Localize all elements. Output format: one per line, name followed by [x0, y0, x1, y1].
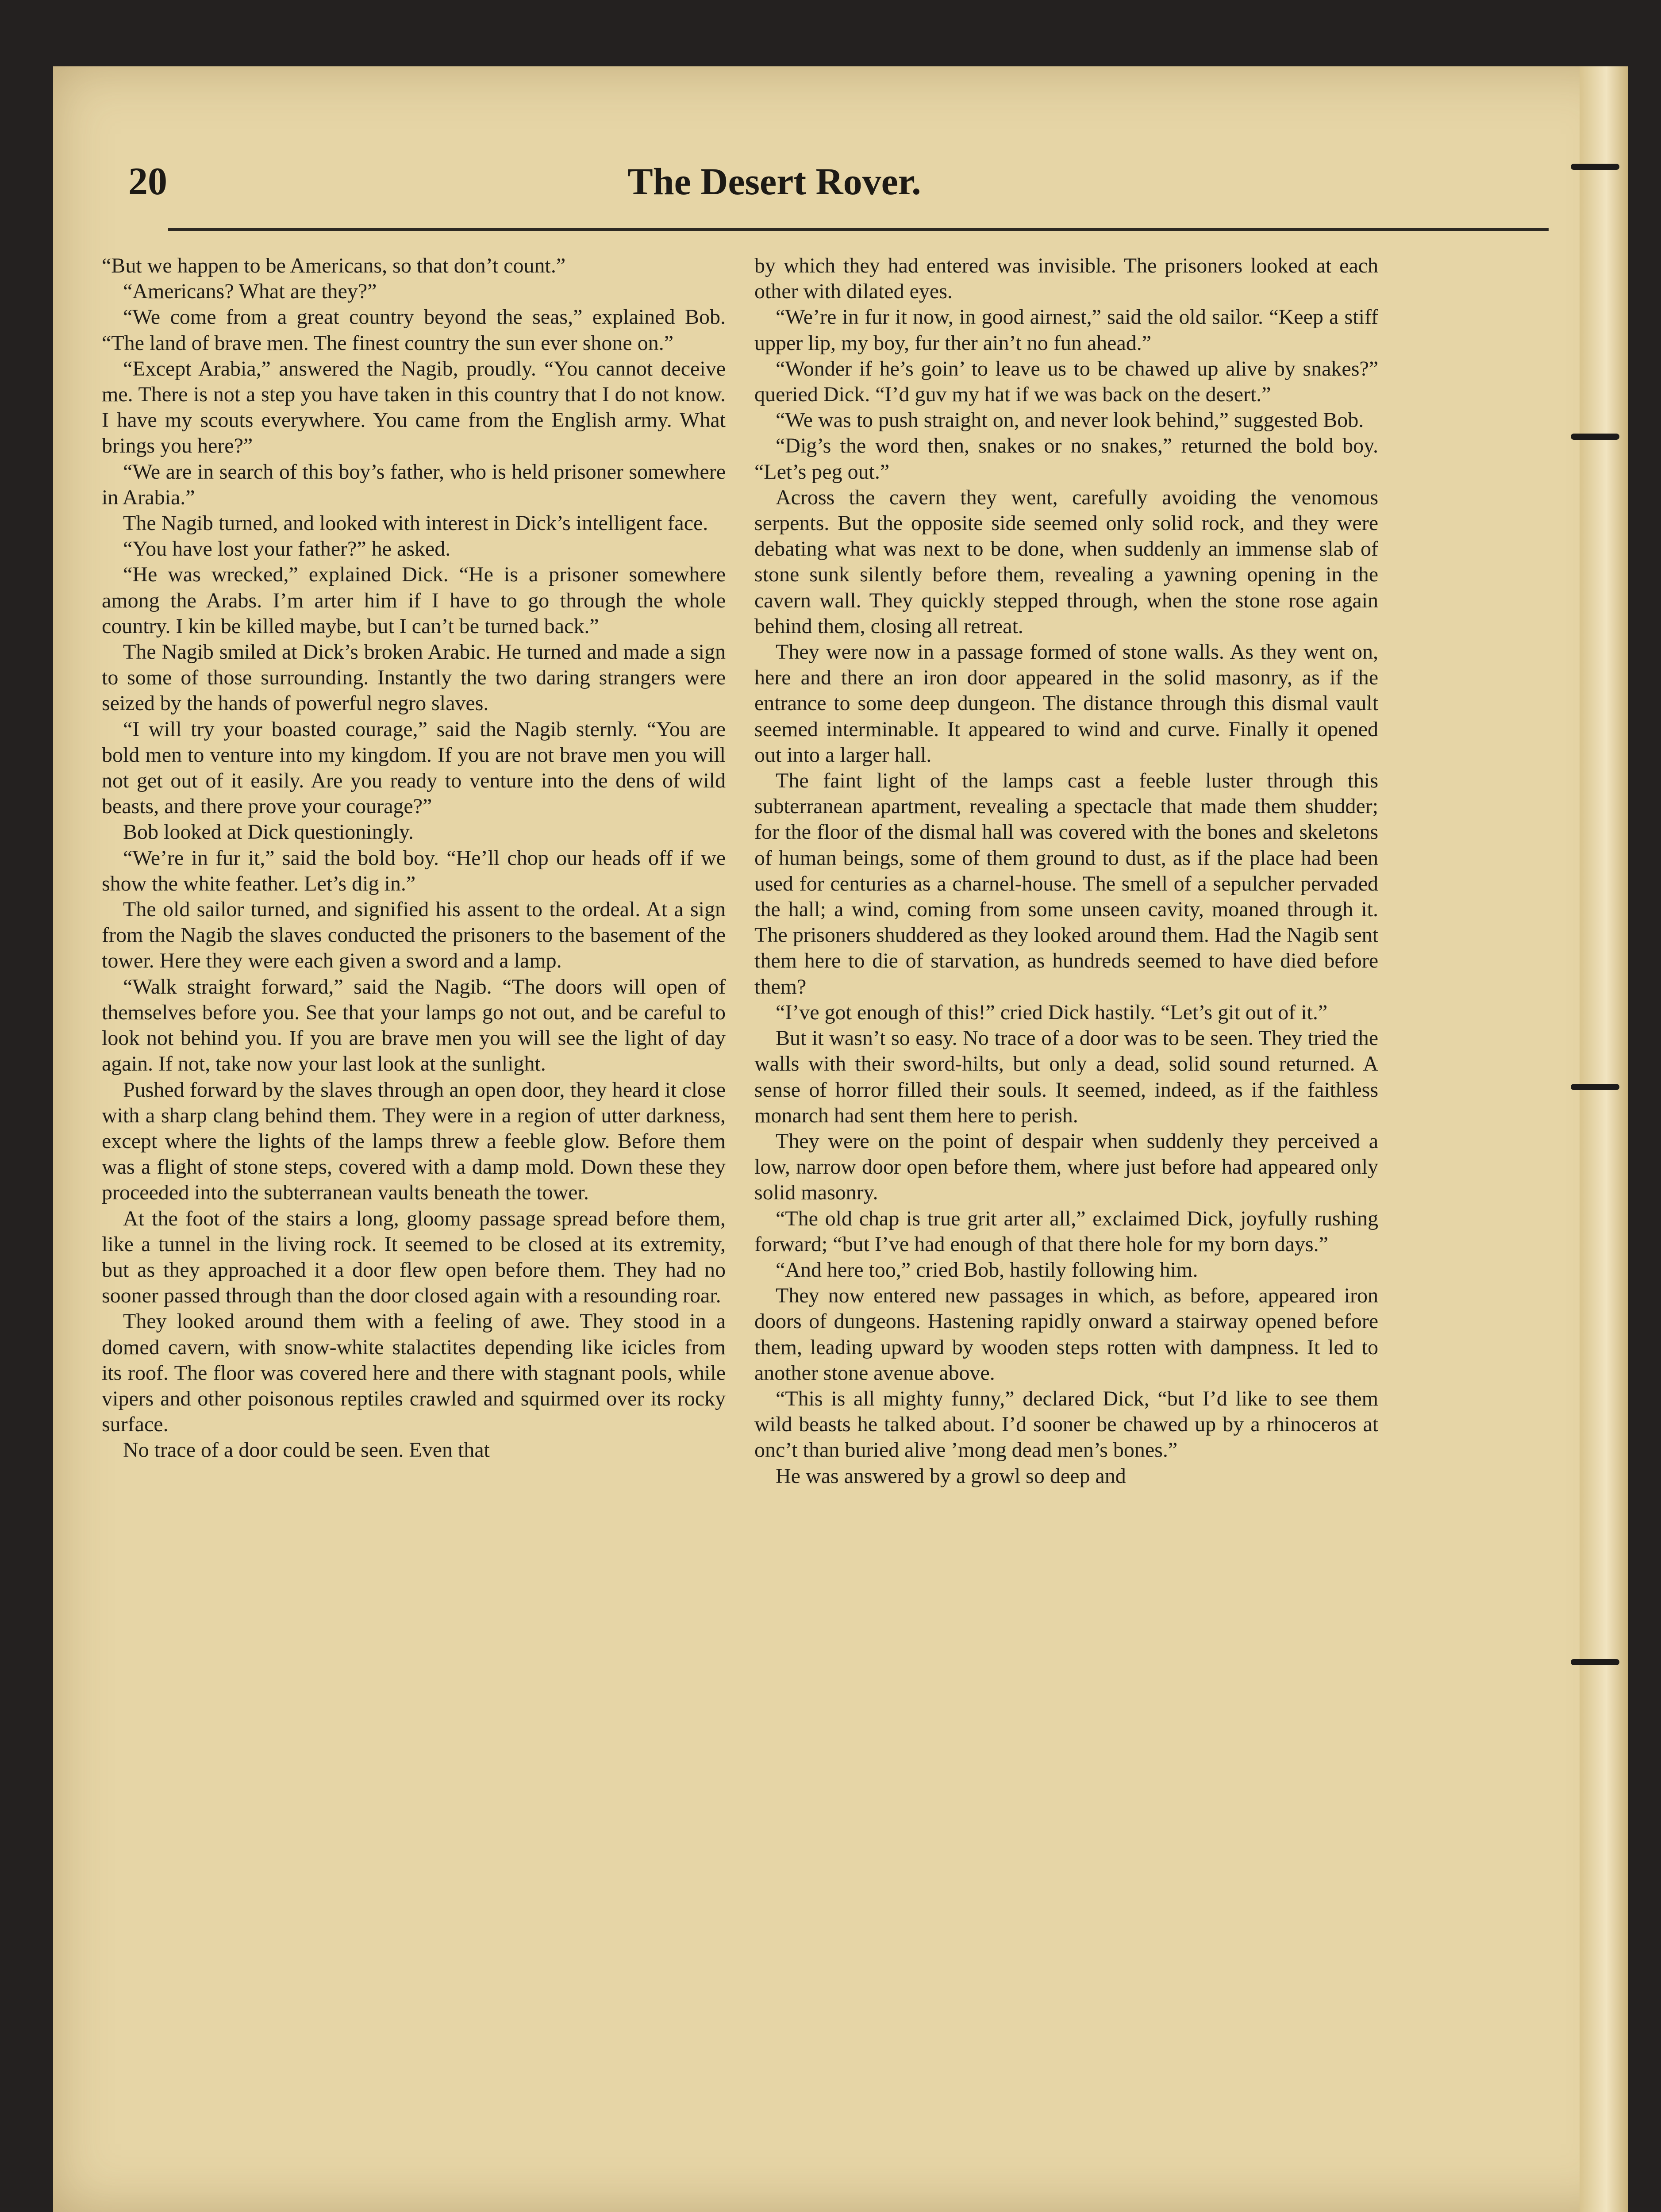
paragraph: The faint light of the lamps cast a feeble luster through this subterranean apartment, revealing a spectacle that made them shudder; for the floor of the dismal hall was covered with the bones and skeletons of human beings, some of them ground to dust, as if the place had been used for centuries as a charnel-house. The smell of a sepulcher pervaded the hall; a wind, coming from some unseen cavity, moaned through it. The prisoners shuddered as they looked around them. Had the Nagib sent them here to die of starvation, as hundreds seemed to have died before them? — [754, 769, 1378, 998]
paragraph: Bob looked at Dick questioningly. — [123, 820, 414, 844]
paragraph: Pushed forward by the slaves through an open door, they heard it close with a sharp clang behind them. They were in a region of utter darkness, except where the lights of the lamps threw a feeble glow. Before them was a flight of stone steps, covered with a damp mold. Down these they proceeded into the subterranean vaults beneath the tower. — [102, 1078, 726, 1205]
paragraph: “We’re in fur it,” said the bold boy. “He’ll chop our heads off if we show the white feather. Let’s dig in.” — [102, 846, 726, 895]
page-number: 20 — [128, 160, 167, 203]
paragraph: “We are in search of this boy’s father, who is held prisoner somewhere in Arabia.” — [102, 460, 726, 509]
paragraph: “You have lost your father?” he asked. — [123, 537, 451, 561]
paragraph: “And here too,” cried Bob, hastily following him. — [776, 1258, 1198, 1282]
paragraph: At the foot of the stairs a long, gloomy passage spread before them, like a tunnel in the living rock. It seemed to be closed at its extremity, but as they approached it a door flew open before them. They had no sooner passed through than the door closed again with a resounding roar. — [102, 1206, 726, 1308]
text-column-left — [102, 253, 726, 2138]
paragraph: “I will try your boasted courage,” said the Nagib sternly. “You are bold men to venture into my kingdom. If you are not brave men you will not get out of it easily. Are you ready to venture into the dens of wild beasts, and there prove your courage?” — [102, 717, 726, 818]
paragraph: “We was to push straight on, and never look behind,” suggested Bob. — [776, 408, 1364, 432]
paragraph: “The old chap is true grit arter all,” exclaimed Dick, joyfully rushing forward; “but I’ve had enough of that there hole for my born days.” — [754, 1206, 1378, 1256]
running-title: The Desert Rover. — [627, 160, 921, 203]
paragraph: They were now in a passage formed of stone walls. As they went on, here and there an iron door appeared in the solid masonry, as if the entrance to some deep dungeon. The distance through this dismal vault seemed interminable. It appeared to wind and curve. Finally it opened out into a larger hall. — [754, 640, 1378, 767]
paragraph: He was answered by a growl so deep and — [776, 1464, 1126, 1488]
paragraph: No trace of a door could be seen. Even that — [123, 1438, 490, 1462]
paragraph: They looked around them with a feeling of awe. They stood in a domed cavern, with snow-white stalactites depending like icicles from its roof. The floor was covered here and there with stagnant pools, while vipers and other poisonous reptiles crawled and squirmed over its rocky surface. — [102, 1310, 726, 1436]
paragraph: Across the cavern they went, carefully avoiding the venomous serpents. But the opposite side seemed only solid rock, and they were debating what was next to be done, when suddenly an immense slab of stone sunk silently before them, revealing a yawning opening in the cavern wall. They quickly stepped through, when the stone rose again behind them, closing all retreat. — [754, 485, 1378, 638]
binding-stitch — [1571, 164, 1619, 170]
paragraph: “I’ve got enough of this!” cried Dick hastily. “Let’s git out of it.” — [776, 1000, 1328, 1024]
paragraph: “Americans? What are they?” — [123, 280, 377, 303]
paragraph: “Walk straight forward,” said the Nagib. “The doors will open of themselves before you. See that your lamps go not out, and be careful to look not behind you. If you are brave men you will see the light of day again. If not, take now your last look at the sunlight. — [102, 975, 726, 1076]
paragraph: The Nagib smiled at Dick’s broken Arabic. He turned and made a sign to some of those surrounding. Instantly the two daring strangers were seized by the hands of powerful negro slaves. — [102, 640, 726, 715]
paragraph: “But we happen to be Americans, so that don’t count.” — [102, 254, 566, 277]
paragraph: “Except Arabia,” answered the Nagib, proudly. “You cannot deceive me. There is not a step you have taken in this country that I do not know. I have my scouts everywhere. You came from the English army. What brings you here?” — [102, 357, 726, 458]
binding-spine — [1580, 66, 1628, 2212]
paragraph: “We come from a great country beyond the seas,” explained Bob. “The land of brave men. The finest country the sun ever shone on.” — [102, 305, 726, 355]
paragraph: “This is all mighty funny,” declared Dick, “but I’d like to see them wild beasts he talked about. I’d sooner be chawed up by a rhinoceros at onc’t than buried alive ’mong dead men’s bones.” — [754, 1386, 1378, 1462]
paragraph: But it wasn’t so easy. No trace of a door was to be seen. They tried the walls with their sword-hilts, but only a dead, solid sound returned. A sense of horror filled their souls. It seemed, indeed, as if the faithless monarch had sent them here to perish. — [754, 1026, 1378, 1127]
paragraph: They now entered new passages in which, as before, appeared iron doors of dungeons. Hastening rapidly onward a stairway opened before them, leading upward by wooden steps rotten with dampness. It led to another stone avenue above. — [754, 1284, 1378, 1385]
paragraph: The old sailor turned, and signified his assent to the ordeal. At a sign from the Nagib the slaves conducted the prisoners to the basement of the tower. Here they were each given a sword and a lamp. — [102, 898, 726, 973]
binding-stitch — [1571, 434, 1619, 440]
text-column-right — [754, 253, 1378, 2138]
paragraph: “Dig’s the word then, snakes or no snakes,” returned the bold boy. “Let’s peg out.” — [754, 434, 1378, 484]
paragraph: by which they had entered was invisible. The prisoners looked at each other with dilated eyes. — [754, 254, 1378, 303]
paragraph: “He was wrecked,” explained Dick. “He is a prisoner somewhere among the Arabs. I’m arter him if I have to go through the whole country. I kin be killed maybe, but I can’t be turned back.” — [102, 563, 726, 638]
paragraph: “We’re in fur it now, in good airnest,” said the old sailor. “Keep a stiff upper lip, my boy, fur ther ain’t no fun ahead.” — [754, 305, 1378, 355]
paragraph: The Nagib turned, and looked with interest in Dick’s intelligent face. — [123, 511, 708, 535]
paragraph: “Wonder if he’s goin’ to leave us to be chawed up alive by snakes?” queried Dick. “I’d guv my hat if we was back on the desert.” — [754, 357, 1378, 407]
paragraph: They were on the point of despair when suddenly they perceived a low, narrow door open before them, where just before had appeared only solid masonry. — [754, 1129, 1378, 1205]
page-header — [128, 106, 1420, 208]
header-rule — [168, 228, 1549, 231]
binding-stitch — [1571, 1659, 1619, 1665]
binding-stitch — [1571, 1084, 1619, 1090]
